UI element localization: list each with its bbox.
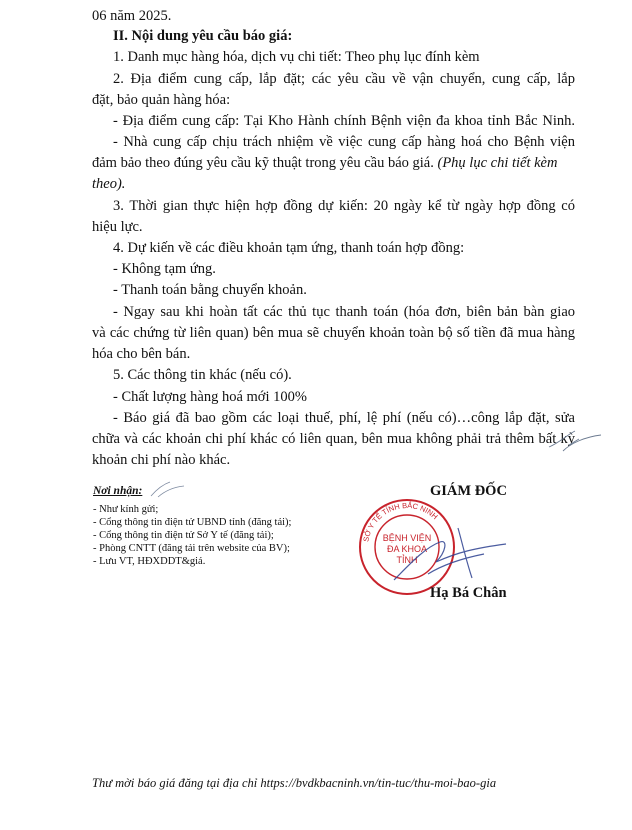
supplier-responsibility-line3: theo). — [92, 176, 126, 192]
initial-scribble-left — [148, 478, 188, 500]
item-3-line1: 3. Thời gian thực hiện hợp đồng dự kiến: 20 ngày kể từ ngày hợp đồng có — [113, 198, 575, 214]
quality-note: - Chất lượng hàng hoá mới 100% — [113, 389, 307, 405]
recipient-item: - Cổng thông tin điện tử Sở Y tế (đăng tải); — [93, 530, 274, 541]
recipient-item: - Như kính gửi; — [93, 504, 159, 515]
seal-line-3: TỈNH — [396, 555, 418, 565]
section-heading: II. Nội dung yêu cầu báo giá: — [113, 28, 293, 44]
initial-scribble-right — [545, 425, 605, 455]
payment-line2: và các chứng từ liên quan) bên mua sẽ chuyển khoản toàn bộ số tiền đã mua hàng — [92, 325, 575, 341]
recipient-item: - Cổng thông tin điện tử UBND tỉnh (đăng tải); — [93, 517, 292, 528]
item-1: 1. Danh mục hàng hóa, dịch vụ chi tiết: Theo phụ lục đính kèm — [113, 49, 480, 65]
seal-line-1: BỆNH VIỆN — [382, 533, 432, 543]
item-3-line2: hiệu lực. — [92, 219, 143, 235]
director-title: GIÁM ĐỐC — [430, 483, 507, 499]
date-line-end: 06 năm 2025. — [92, 8, 172, 24]
payment-line3: hóa cho bên bán. — [92, 346, 191, 362]
recipient-item: - Lưu VT, HĐXDDT&giá. — [93, 556, 206, 567]
seal-ring-text: SỞ Y TẾ TỈNH BẮC NINH — [361, 500, 440, 543]
handwritten-signature — [388, 508, 518, 588]
item-5: 5. Các thông tin khác (nếu có). — [113, 367, 292, 383]
director-name: Hạ Bá Chân — [430, 585, 507, 601]
no-advance: - Không tạm ứng. — [113, 261, 216, 277]
item-2-line2: đặt, bảo quản hàng hóa: — [92, 92, 231, 108]
price-includes-line2: chữa và các khoản chi phí khác có liên quan, bên mua không phải trả thêm bất kỳ — [92, 431, 575, 447]
supplier-responsibility-line2: đảm bảo theo đúng yêu cầu kỹ thuật trong yêu cầu báo giá. (Phụ lục chi tiết kèm — [92, 155, 558, 171]
item-4: 4. Dự kiến về các điều khoản tạm ứng, thanh toán hợp đồng: — [113, 240, 465, 256]
delivery-location: - Địa điểm cung cấp: Tại Kho Hành chính Bệnh viện đa khoa tỉnh Bắc Ninh. — [113, 113, 575, 129]
seal-line-2: ĐA KHOA — [386, 544, 428, 554]
payment-line1: - Ngay sau khi hoàn tất các thủ tục thanh toán (hóa đơn, biên bản bàn giao — [113, 304, 575, 320]
footer-note: Thư mời báo giá đăng tại địa chỉ https://bvdkbacninh.vn/tin-tuc/thu-moi-bao-gia — [92, 776, 497, 790]
price-includes-line1: - Báo giá đã bao gồm các loại thuế, phí, lệ phí (nếu có)…công lắp đặt, sửa — [113, 410, 575, 426]
recipients-title: Nơi nhận: — [93, 485, 143, 497]
recipient-item: - Phòng CNTT (đăng tải trên website của BV); — [93, 543, 290, 554]
price-includes-line3: khoản chi phí nào khác. — [92, 452, 231, 468]
supplier-responsibility-line1: - Nhà cung cấp chịu trách nhiệm về việc cung cấp hàng hoá cho Bệnh viện — [113, 134, 575, 150]
bank-transfer: - Thanh toán bằng chuyển khoản. — [113, 282, 307, 298]
item-2-line1: 2. Địa điểm cung cấp, lắp đặt; các yêu cầu về vận chuyển, cung cấp, lắp — [113, 71, 575, 87]
